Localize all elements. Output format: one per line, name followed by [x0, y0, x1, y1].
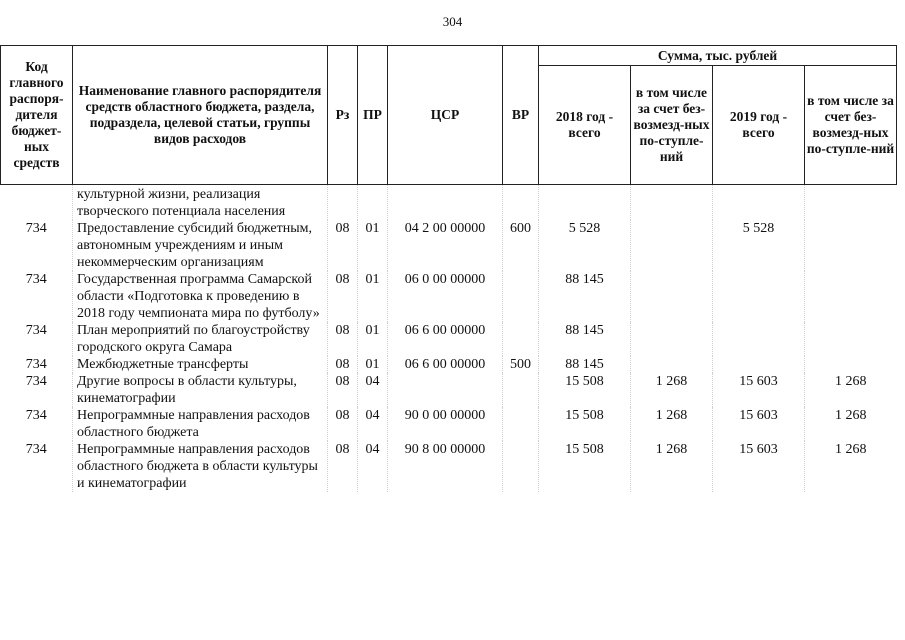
cell-rz: 08	[328, 220, 358, 271]
cell-pr: 01	[358, 271, 388, 322]
cell-csr: 90 8 00 00000	[388, 441, 503, 492]
cell-2019-free	[805, 271, 897, 322]
cell-vr: 500	[503, 356, 539, 373]
cell-csr: 06 6 00 00000	[388, 322, 503, 356]
cell-code: 734	[25, 323, 47, 338]
cell-2018-total: 88 145	[539, 322, 631, 356]
cell-csr: 04 2 00 00000	[388, 220, 503, 271]
cell-rz: 08	[328, 441, 358, 492]
cell-name: Межбюджетные трансферты	[73, 356, 328, 373]
cell-name: Предоставление субсидий бюджетным, автономным учреждениям и иным некоммерческим организациям	[73, 220, 328, 271]
cell-rz: 08	[328, 373, 358, 407]
cell-2018-free	[631, 356, 713, 373]
cell-code: 734	[25, 221, 47, 236]
cell-rz: 08	[328, 322, 358, 356]
cell-2019-total	[713, 185, 805, 221]
cell-csr	[388, 185, 503, 221]
header-name: Наименование главного распорядителя средств областного бюджета, раздела, подраздела, целевой статьи, группы видов расходов	[73, 46, 328, 185]
cell-2019-total	[713, 271, 805, 322]
table-row	[1, 220, 897, 271]
cell-vr	[503, 441, 539, 492]
cell-vr	[503, 271, 539, 322]
budget-table	[0, 45, 897, 492]
cell-pr: 04	[358, 407, 388, 441]
cell-2018-free: 1 268	[631, 407, 713, 441]
cell-2018-free	[631, 185, 713, 221]
cell-pr: 01	[358, 220, 388, 271]
cell-2019-total: 15 603	[713, 373, 805, 407]
header-code: Код главного распоря-дителя бюджет-ных средств	[1, 46, 73, 185]
page-number: 304	[442, 14, 463, 29]
cell-csr: 90 0 00 00000	[388, 407, 503, 441]
cell-vr	[503, 373, 539, 407]
cell-pr: 01	[358, 356, 388, 373]
cell-2019-free: 1 268	[805, 407, 897, 441]
cell-2019-free	[805, 220, 897, 271]
cell-2018-free: 1 268	[631, 373, 713, 407]
cell-code: 734	[25, 408, 47, 423]
cell-rz: 08	[328, 356, 358, 373]
cell-vr	[503, 185, 539, 221]
header-vr: ВР	[503, 46, 539, 185]
cell-code: 734	[25, 442, 47, 457]
cell-pr: 04	[358, 441, 388, 492]
header-2019-total: 2019 год - всего	[713, 66, 805, 185]
cell-2018-total	[539, 185, 631, 221]
cell-csr: 06 0 00 00000	[388, 271, 503, 322]
header-2018-total: 2018 год - всего	[539, 66, 631, 185]
table-body	[1, 185, 897, 493]
cell-2018-total: 15 508	[539, 441, 631, 492]
table-header	[1, 46, 897, 185]
table-row	[1, 441, 897, 492]
header-pr: ПР	[358, 46, 388, 185]
cell-2018-total: 5 528	[539, 220, 631, 271]
cell-name: План мероприятий по благоустройству городского округа Самара	[73, 322, 328, 356]
table-row	[1, 271, 897, 322]
cell-vr	[503, 322, 539, 356]
cell-name: культурной жизни, реализация творческого потенциала населения	[73, 185, 328, 221]
header-2018-free: в том числе за счет без-возмезд-ных по-ступле-ний	[631, 66, 713, 185]
cell-csr	[388, 373, 503, 407]
cell-2018-total: 88 145	[539, 271, 631, 322]
cell-2018-free	[631, 322, 713, 356]
header-rz: Рз	[328, 46, 358, 185]
cell-2019-total: 15 603	[713, 441, 805, 492]
cell-csr: 06 6 00 00000	[388, 356, 503, 373]
cell-name: Непрограммные направления расходов областного бюджета в области культуры и кинематографии	[73, 441, 328, 492]
cell-code: 734	[25, 272, 47, 287]
cell-code	[1, 185, 73, 221]
cell-2018-total: 15 508	[539, 373, 631, 407]
cell-rz: 08	[328, 407, 358, 441]
cell-name: Непрограммные направления расходов областного бюджета	[73, 407, 328, 441]
cell-2019-total	[713, 322, 805, 356]
cell-2019-total	[713, 356, 805, 373]
cell-2019-total: 15 603	[713, 407, 805, 441]
cell-2019-free	[805, 356, 897, 373]
header-2019-free: в том числе за счет без-возмезд-ных по-ступле-ний	[805, 66, 897, 185]
cell-2019-total: 5 528	[713, 220, 805, 271]
table-row	[1, 185, 897, 221]
cell-vr: 600	[503, 220, 539, 271]
table-row	[1, 373, 897, 407]
cell-pr: 04	[358, 373, 388, 407]
cell-name: Государственная программа Самарской области «Подготовка к проведению в 2018 году чемпионата мира по футболу»	[73, 271, 328, 322]
cell-2018-total: 88 145	[539, 356, 631, 373]
header-csr: ЦСР	[388, 46, 503, 185]
cell-2018-free	[631, 220, 713, 271]
cell-name: Другие вопросы в области культуры, кинематографии	[73, 373, 328, 407]
cell-2019-free	[805, 322, 897, 356]
cell-2018-free: 1 268	[631, 441, 713, 492]
cell-2019-free: 1 268	[805, 441, 897, 492]
table-row	[1, 356, 897, 373]
table-row	[1, 407, 897, 441]
table-row	[1, 322, 897, 356]
cell-code: 734	[25, 357, 47, 372]
cell-2018-free	[631, 271, 713, 322]
cell-rz: 08	[328, 271, 358, 322]
cell-pr: 01	[358, 322, 388, 356]
cell-2019-free: 1 268	[805, 373, 897, 407]
cell-2019-free	[805, 185, 897, 221]
cell-2018-total: 15 508	[539, 407, 631, 441]
cell-rz	[328, 185, 358, 221]
cell-pr	[358, 185, 388, 221]
header-sum: Сумма, тыс. рублей	[539, 46, 897, 66]
cell-code: 734	[25, 374, 47, 389]
cell-vr	[503, 407, 539, 441]
